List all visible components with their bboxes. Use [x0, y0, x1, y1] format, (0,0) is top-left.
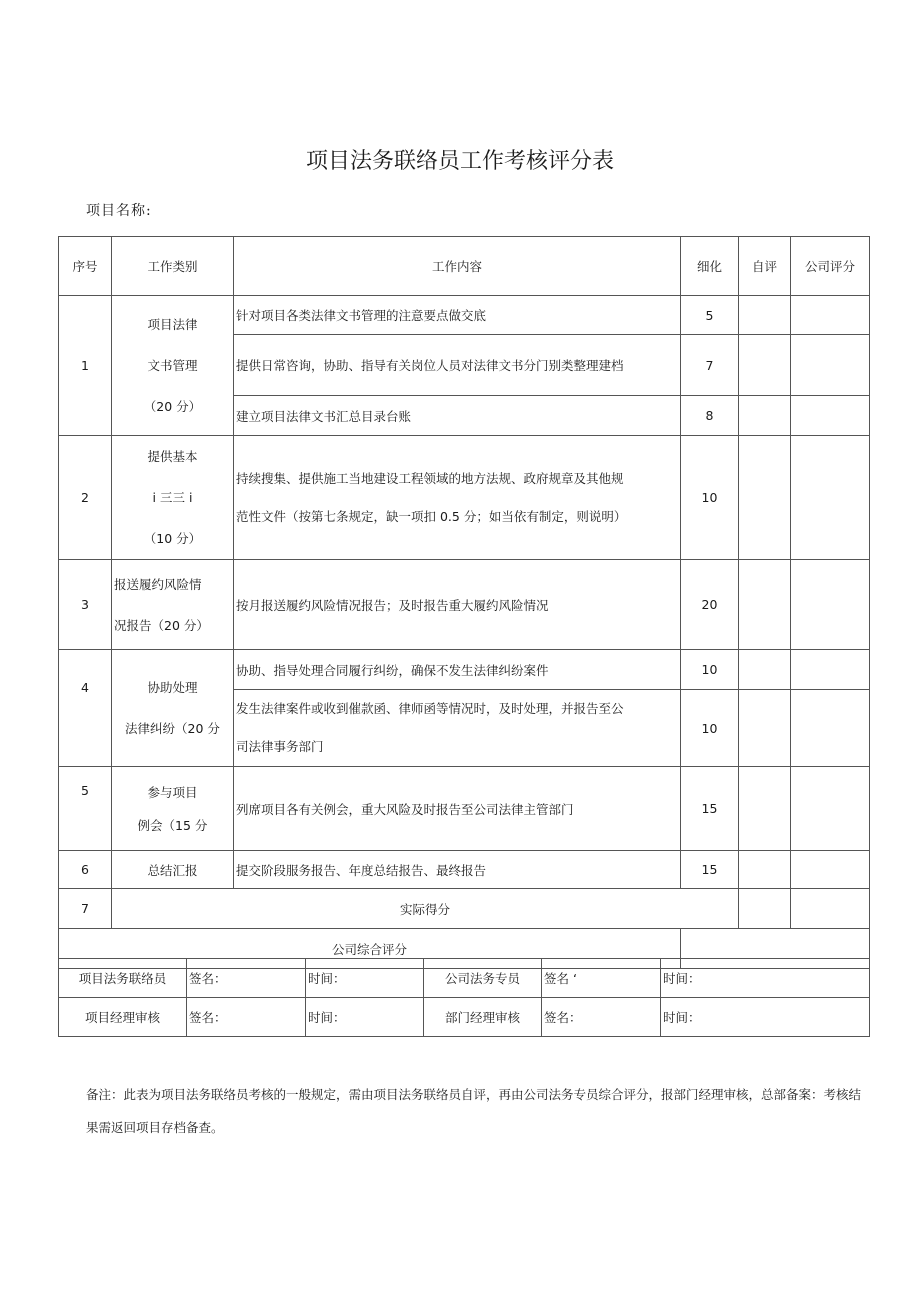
category-line: 例会（15 分: [137, 817, 208, 833]
self-score-cell[interactable]: [739, 690, 791, 767]
category-cell: [112, 296, 234, 436]
category-line: 报送履约风险情: [114, 576, 202, 592]
category-line: （20 分）: [143, 399, 202, 414]
category-line: （10 分）: [143, 531, 202, 546]
role-label: 项目法务联络员: [59, 959, 187, 998]
actual-company-cell[interactable]: [791, 889, 870, 929]
document-title: 项目法务联络员工作考核评分表: [305, 149, 614, 174]
content-cell: 列席项目各有关例会，重大风险及时报告至公司法律主管部门: [234, 767, 681, 851]
row-number: 4: [59, 650, 112, 767]
detail-score: 10: [681, 690, 739, 767]
company-score-cell[interactable]: [791, 436, 870, 560]
content-cell: 按月报送履约风险情况报告；及时报告重大履约风险情况: [234, 560, 681, 650]
table-row: [59, 851, 870, 889]
actual-score-row: [59, 889, 870, 929]
company-score-cell[interactable]: [791, 650, 870, 690]
signature-field[interactable]: 签名：: [187, 959, 306, 998]
signature-row: [59, 959, 870, 998]
table-row: [59, 650, 870, 690]
time-field[interactable]: 时间：: [661, 959, 870, 998]
detail-score: 20: [681, 560, 739, 650]
header-row: [59, 237, 870, 296]
self-score-cell[interactable]: [739, 767, 791, 851]
detail-score: 15: [681, 851, 739, 889]
signature-row: [59, 998, 870, 1037]
detail-score: 10: [681, 436, 739, 560]
table-row: [59, 767, 870, 851]
category-cell: [112, 767, 234, 851]
content-line: 司法律事务部门: [236, 739, 324, 754]
actual-score-label: 实际得分: [112, 889, 739, 929]
detail-score: 5: [681, 296, 739, 335]
header-no: 序号: [59, 237, 112, 296]
detail-score: 10: [681, 650, 739, 690]
role-label: 公司法务专员: [424, 959, 542, 998]
category-line: 况报告（20 分）: [114, 617, 209, 633]
content-cell: 协助、指导处理合同履行纠纷，确保不发生法律纠纷案件: [234, 650, 681, 690]
header-content: 工作内容: [234, 237, 681, 296]
detail-score: 7: [681, 335, 739, 396]
content-line: 持续搜集、提供施工当地建设工程领域的地方法规、政府规章及其他规: [236, 470, 624, 486]
row-number: 3: [59, 560, 112, 650]
category-cell: [112, 650, 234, 767]
project-name-label: 项目名称:: [86, 203, 152, 219]
company-score-cell[interactable]: [791, 335, 870, 396]
category-line: 项目法律: [147, 317, 198, 332]
category-line: 参与项目: [147, 784, 198, 800]
company-score-cell[interactable]: [791, 560, 870, 650]
self-score-cell[interactable]: [739, 650, 791, 690]
category-line: 法律纠纷（20 分: [125, 721, 220, 736]
category-line: 文书管理: [147, 358, 198, 373]
table-row: [59, 296, 870, 335]
content-cell: 针对项目各类法律文书管理的注意要点做交底: [234, 296, 681, 335]
remark-note: 备注：此表为项目法务联络员考核的一般规定，需由项目法务联络员自评，再由公司法务专员综合评分，报部门经理审核，总部备案：考核结果需返回项目存档备查。: [86, 1087, 862, 1135]
signature-field[interactable]: 签名：: [187, 998, 306, 1037]
signature-field[interactable]: 签名 ‘: [542, 959, 661, 998]
header-category: 工作类别: [112, 237, 234, 296]
header-company: 公司评分: [791, 237, 870, 296]
overall-score-label: 公司综合评分: [59, 929, 681, 969]
content-cell: [234, 436, 681, 560]
role-label: 项目经理审核: [59, 998, 187, 1037]
category-cell: [112, 436, 234, 560]
self-score-cell[interactable]: [739, 436, 791, 560]
self-score-cell[interactable]: [739, 560, 791, 650]
role-label: 部门经理审核: [424, 998, 542, 1037]
row-number: 7: [59, 889, 112, 929]
row-number: 1: [59, 296, 112, 436]
signature-table: [58, 958, 870, 1037]
company-score-cell[interactable]: [791, 851, 870, 889]
self-score-cell[interactable]: [739, 396, 791, 436]
header-detail: 细化: [681, 237, 739, 296]
content-line: 发生法律案件或收到催款函、律师函等情况时，及时处理，并报告至公: [236, 701, 624, 716]
company-score-cell[interactable]: [791, 396, 870, 436]
content-cell: 提交阶段服务报告、年度总结报告、最终报告: [234, 851, 681, 889]
category-line: 协助处理: [147, 680, 198, 695]
row-number: 2: [59, 436, 112, 560]
time-field[interactable]: 时间：: [306, 959, 424, 998]
company-score-cell[interactable]: [791, 690, 870, 767]
actual-self-cell[interactable]: [739, 889, 791, 929]
content-cell: 提供日常咨询，协助、指导有关岗位人员对法律文书分门别类整理建档: [234, 335, 681, 396]
category-cell: 总结汇报: [112, 851, 234, 889]
company-score-cell[interactable]: [791, 767, 870, 851]
content-cell: 建立项目法律文书汇总目录台账: [234, 396, 681, 436]
self-score-cell[interactable]: [739, 335, 791, 396]
self-score-cell[interactable]: [739, 296, 791, 335]
detail-score: 8: [681, 396, 739, 436]
company-score-cell[interactable]: [791, 296, 870, 335]
header-self: 自评: [739, 237, 791, 296]
table-row: [59, 560, 870, 650]
content-cell: [234, 690, 681, 767]
category-line: i 三三 i: [152, 490, 193, 505]
category-line: 提供基本: [147, 449, 198, 464]
category-cell: [112, 560, 234, 650]
content-line: 范性文件（按第七条规定，缺一项扣 0.5 分；如当依有制定，则说明）: [236, 508, 627, 524]
self-score-cell[interactable]: [739, 851, 791, 889]
signature-field[interactable]: 签名：: [542, 998, 661, 1037]
table-row: [59, 436, 870, 560]
time-field[interactable]: 时间：: [661, 998, 870, 1037]
row-number: 5: [59, 767, 112, 851]
evaluation-table: [58, 236, 870, 969]
time-field[interactable]: 时间：: [306, 998, 424, 1037]
detail-score: 15: [681, 767, 739, 851]
row-number: 6: [59, 851, 112, 889]
